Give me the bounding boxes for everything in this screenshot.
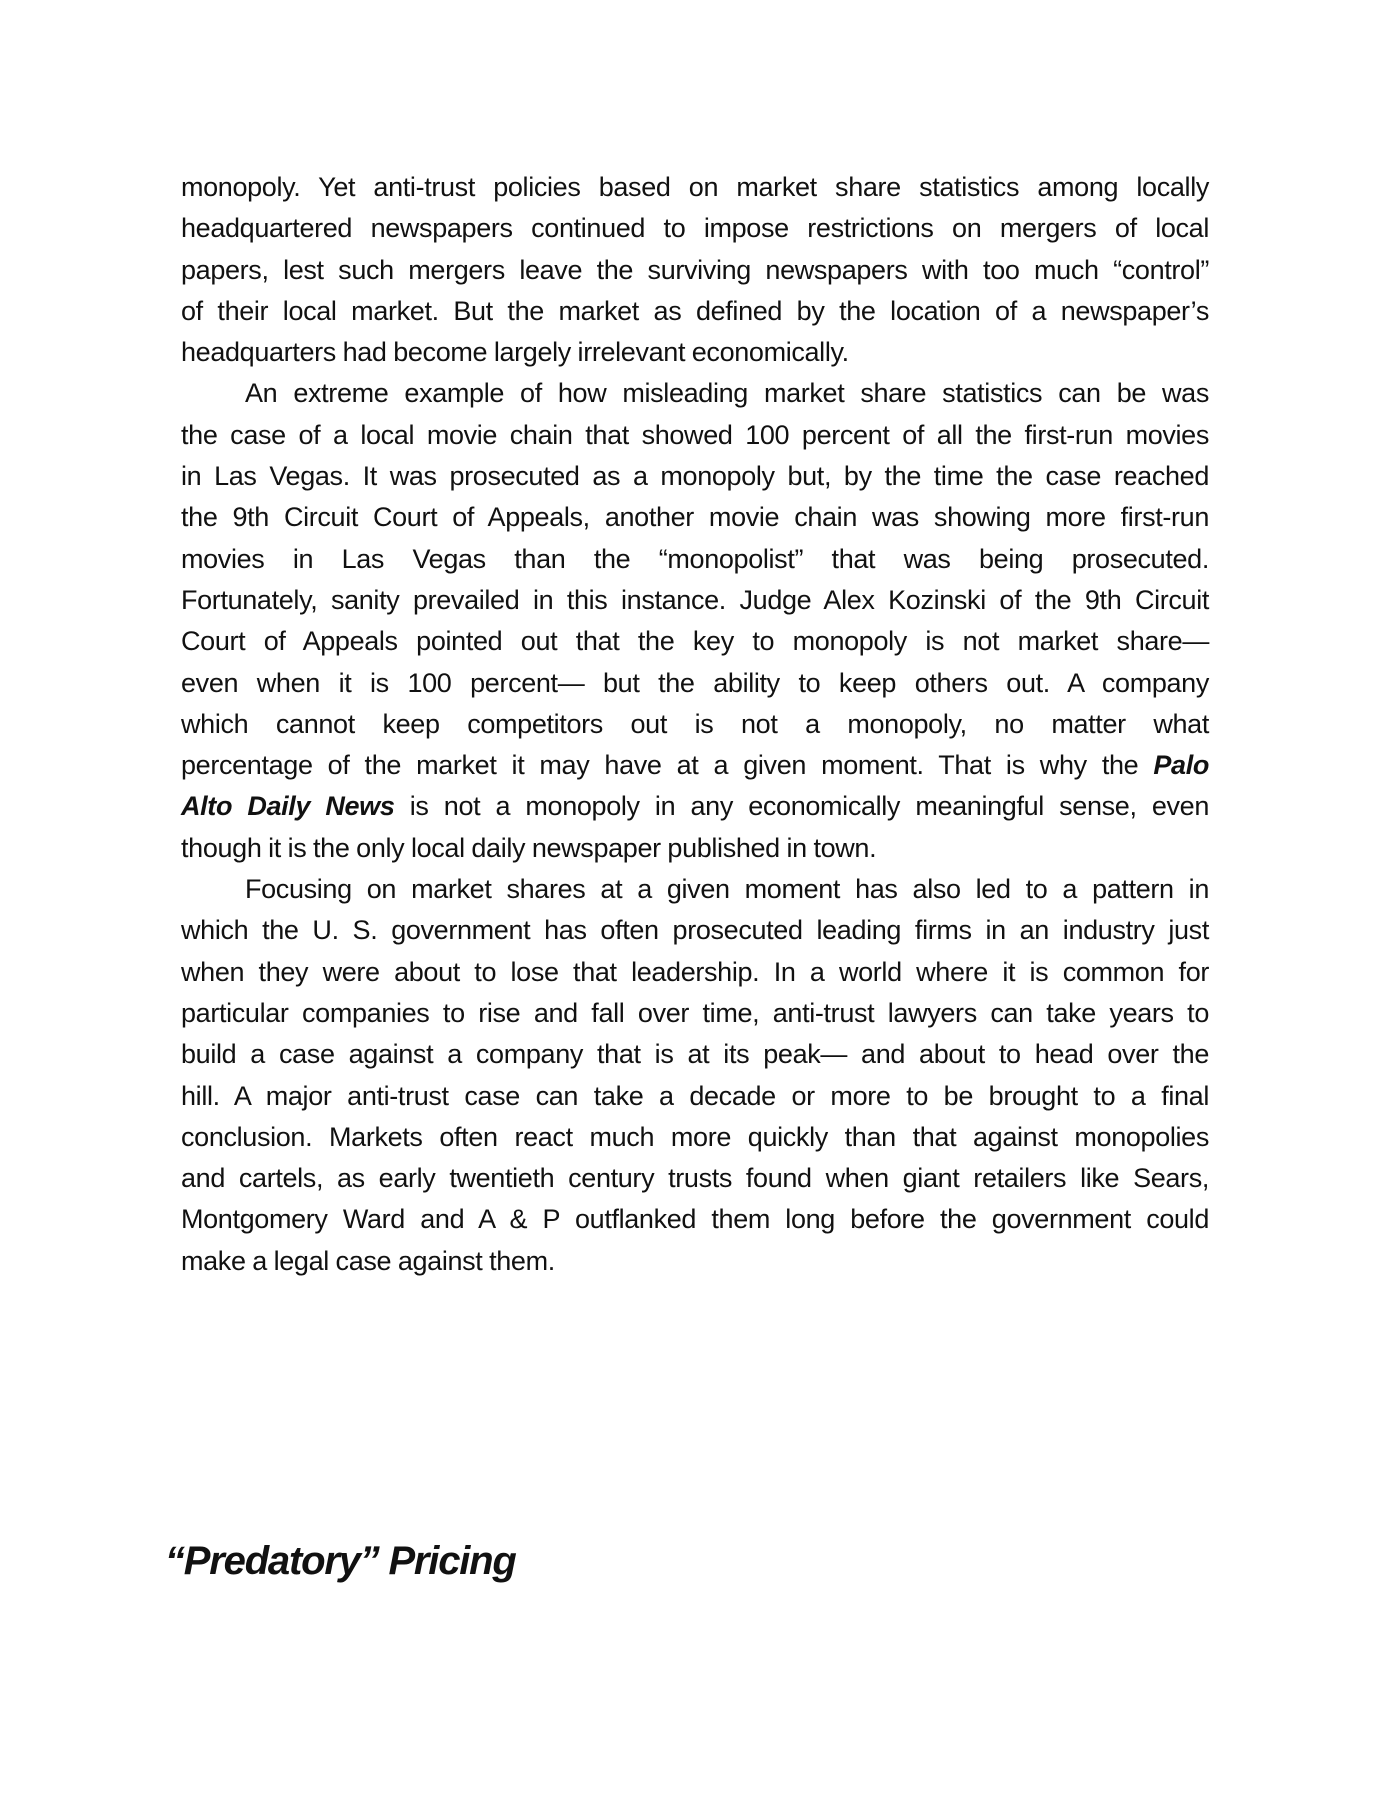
text-run: is not a monopoly in any economically meaningful sense, even xyxy=(394,791,1209,822)
paragraph-3 xyxy=(181,869,1209,1282)
text-line xyxy=(181,786,1209,827)
text-line: which the U. S. government has often prosecuted leading firms in an industry just xyxy=(181,915,1209,946)
text-line: monopoly. Yet anti-trust policies based on market share statistics among locally xyxy=(181,172,1209,202)
text-line: even when it is 100 percent— but the ability to keep others out. A company xyxy=(181,667,1209,698)
text-line: of their local market. But the market as defined by the location of a newspaper’s xyxy=(181,295,1209,326)
text-line xyxy=(181,745,1209,786)
text-line: headquarters had become largely irrelevant economically. xyxy=(181,337,849,368)
text-line: hill. A major anti-trust case can take a decade or more to be brought to a final xyxy=(181,1080,1209,1111)
text-line: movies in Las Vegas than the “monopolist” that was being prosecuted. xyxy=(181,543,1209,574)
paragraph-2 xyxy=(181,373,1209,869)
text-run: percentage of the market it may have at a given moment. That is why the xyxy=(181,750,1154,781)
newspaper-title-emphasis: Palo xyxy=(1153,750,1209,781)
text-line: make a legal case against them. xyxy=(181,1245,555,1276)
text-line: and cartels, as early twentieth century trusts found when giant retailers like Sears, xyxy=(181,1163,1209,1194)
text-line: though it is the only local daily newspaper published in town. xyxy=(181,832,877,863)
text-line: headquartered newspapers continued to impose restrictions on mergers of local xyxy=(181,213,1209,244)
text-line: Montgomery Ward and A & P outflanked them long before the government could xyxy=(181,1204,1209,1235)
text-line: which cannot keep competitors out is not a monopoly, no matter what xyxy=(181,708,1209,739)
text-line: Focusing on market shares at a given moment has also led to a pattern in xyxy=(245,874,1209,905)
section-heading: “Predatory” Pricing xyxy=(165,1539,516,1583)
text-line: Court of Appeals pointed out that the key to monopoly is not market share— xyxy=(181,626,1209,657)
text-line: Fortunately, sanity prevailed in this instance. Judge Alex Kozinski of the 9th Circuit xyxy=(181,584,1209,615)
text-line: the 9th Circuit Court of Appeals, another movie chain was showing more first-run xyxy=(181,502,1209,533)
text-line: in Las Vegas. It was prosecuted as a monopoly but, by the time the case reached xyxy=(181,461,1209,492)
newspaper-title-emphasis: Alto Daily News xyxy=(181,791,395,822)
text-line: particular companies to rise and fall over time, anti-trust lawyers can take years to xyxy=(181,997,1209,1028)
text-line: papers, lest such mergers leave the surviving newspapers with too much “control” xyxy=(181,254,1209,285)
text-line: An extreme example of how misleading market share statistics can be was xyxy=(245,378,1209,409)
text-line: the case of a local movie chain that showed 100 percent of all the first-run movies xyxy=(181,419,1209,450)
paragraph-1 xyxy=(181,167,1209,373)
text-line: when they were about to lose that leadership. In a world where it is common for xyxy=(181,956,1209,987)
body-text xyxy=(181,167,1209,1282)
text-line: build a case against a company that is at its peak— and about to head over the xyxy=(181,1039,1209,1070)
text-line: conclusion. Markets often react much more quickly than that against monopolies xyxy=(181,1121,1209,1152)
